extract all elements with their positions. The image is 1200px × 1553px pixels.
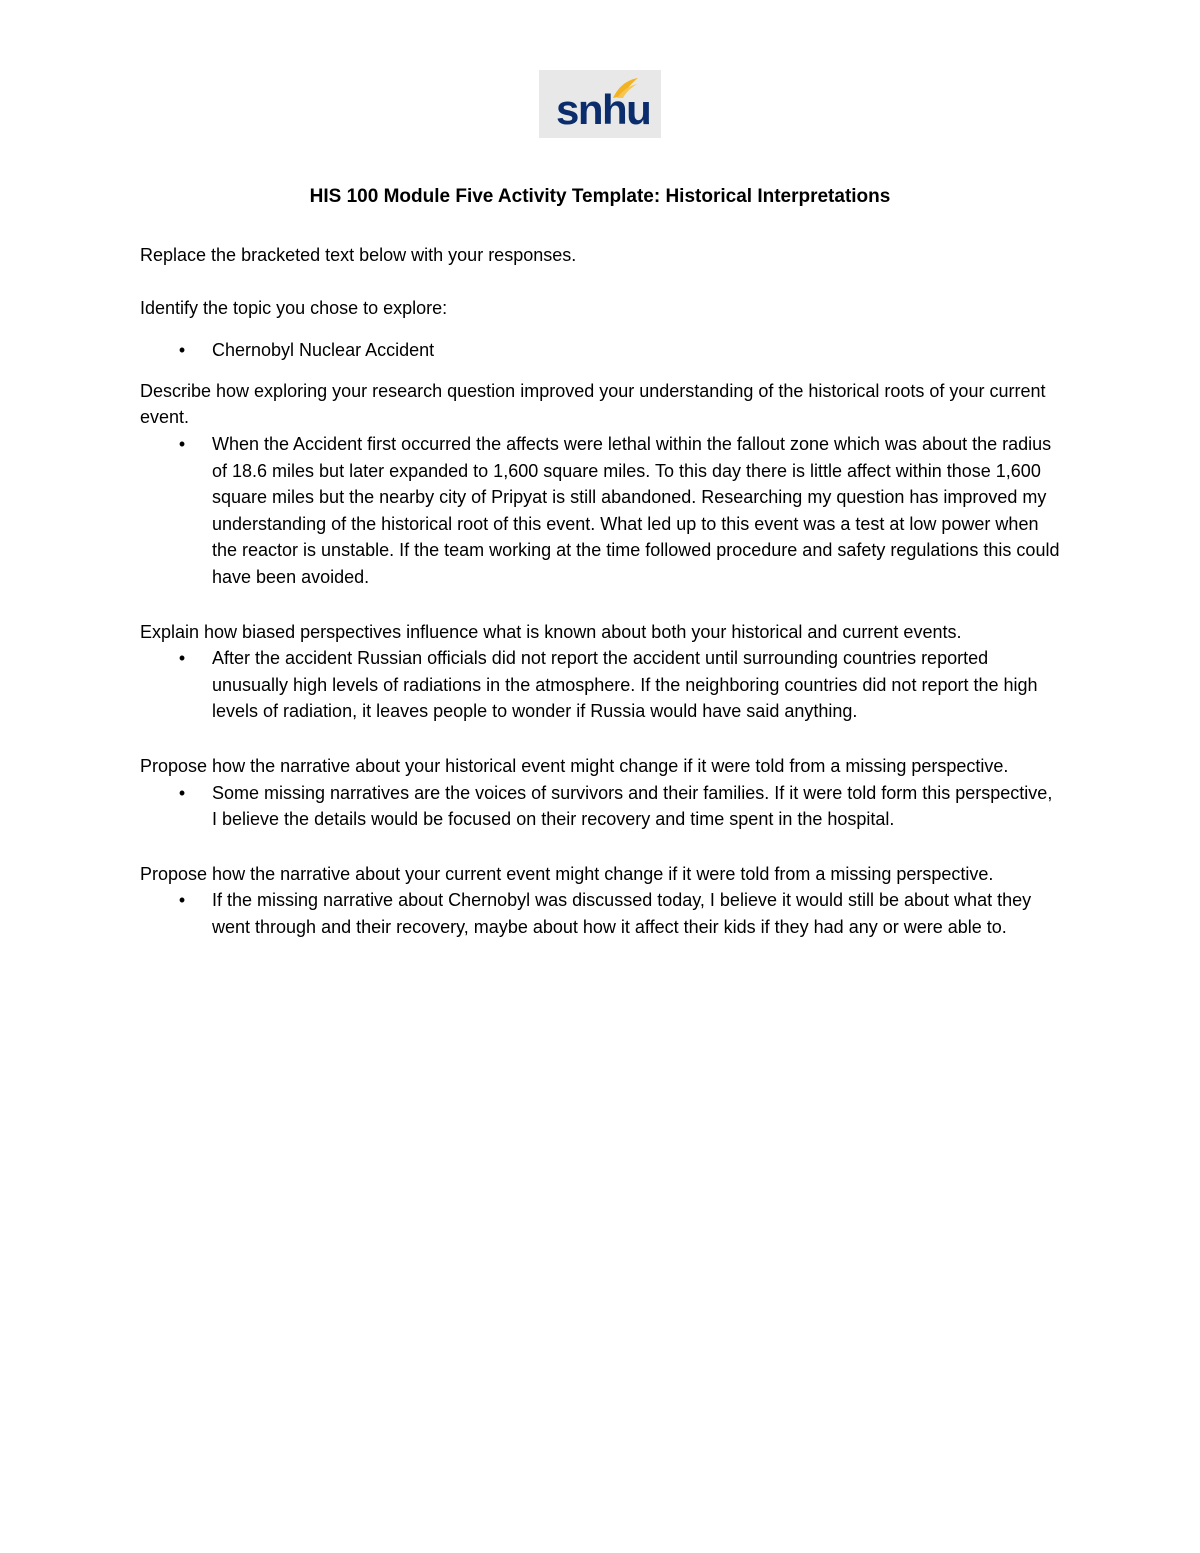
list-item (140, 780, 1060, 833)
section-answer: After the accident Russian officials did not report the accident until surrounding countries reported unusually high levels of radiations in the atmosphere. If the neighboring countries did not report the high levels of radiation, it leaves people to wonder if Russia would have said anything. (212, 648, 1038, 722)
instructions: Replace the bracketed text below with your responses. (140, 245, 577, 265)
bullet-icon: • (178, 890, 186, 911)
section-answer: Some missing narratives are the voices of survivors and their families. If it were told form this perspective, I believe the details would be focused on their recovery and time spent in the hospital. (212, 782, 1053, 830)
document-title: HIS 100 Module Five Activity Template: Historical Interpretations (309, 186, 891, 207)
bullet-icon: • (178, 433, 186, 454)
list-item (140, 337, 1060, 364)
list-item (140, 645, 1060, 725)
section-prompt: Propose how the narrative about your current event might change if it were told from a missing perspective. (140, 863, 994, 884)
section-prompt: Propose how the narrative about your historical event might change if it were told from a missing perspective. (140, 755, 1009, 776)
section-answer: When the Accident first occurred the affects were lethal within the fallout zone which was about the radius of 18.6 miles but later expanded to 1,600 square miles. To this day there is little affect within those 1,600 square miles but the nearby city of Pripyat is still abandoned. Researching my question has improved my understanding of the historical root of this event. What led up to this event was a test at low power when the reactor is unstable. If the team working at the time followed procedure and safety regulations this could have been avoided. (212, 433, 1060, 587)
section-answer: If the missing narrative about Chernobyl was discussed today, I believe it would still be about what they went through and their recovery, maybe about how it affect their kids if they had any or were able to. (212, 890, 1032, 937)
section-prompt: Describe how exploring your research question improved your understanding of the historical roots of your current event. (140, 380, 1046, 428)
bullet-icon: • (178, 782, 186, 803)
bullet-icon: • (178, 340, 186, 361)
logo-text: snhu (556, 86, 651, 133)
snhu-logo (539, 70, 661, 138)
document-body (140, 242, 1060, 940)
section-prompt: Identify the topic you chose to explore: (140, 297, 448, 318)
list-item (140, 887, 1060, 940)
section-answer: Chernobyl Nuclear Accident (212, 340, 435, 361)
bullet-icon: • (178, 648, 186, 669)
list-item (140, 431, 1060, 591)
section-prompt: Explain how biased perspectives influence what is known about both your historical and current events. (140, 621, 962, 642)
